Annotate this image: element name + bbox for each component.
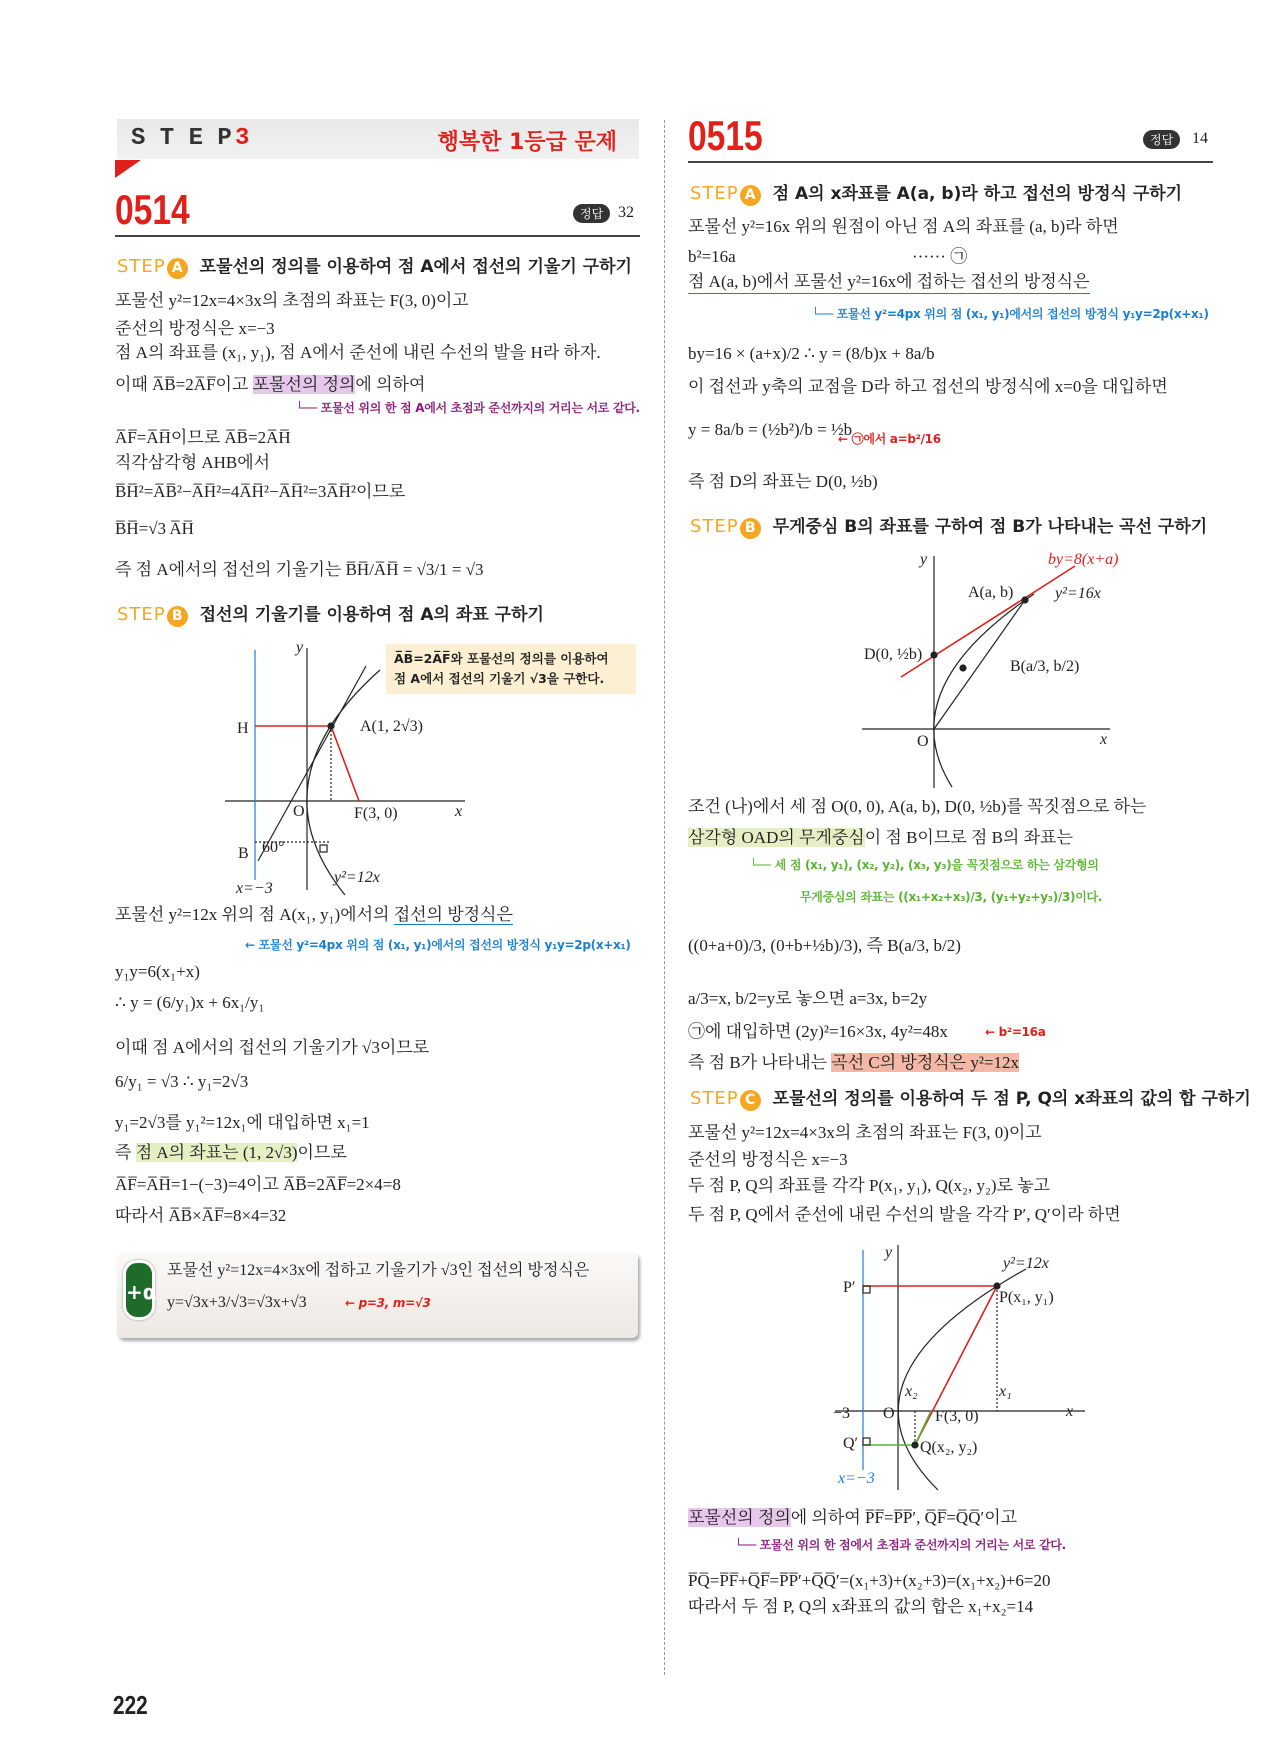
text-line: 즉 점 A의 좌표는 (1, 2√3)이므로 <box>115 1143 347 1162</box>
point-d <box>931 652 937 658</box>
callout-box <box>386 644 636 694</box>
step-label: S T E P <box>131 125 232 152</box>
label-h: H <box>237 720 249 737</box>
tangent-line <box>901 566 1075 677</box>
text-line: B̅H̅=√3 A̅H̅ <box>115 519 194 538</box>
text-line: 준선의 방정식은 x=−3 <box>115 319 275 338</box>
step-b-heading: STEP B 접선의 기울기를 이용하여 점 A의 좌표 구하기 <box>117 604 544 625</box>
annotation-tangent-formula: └── 포물선 y²=4px 위의 점 (x₁, y₁)에서의 접선의 방정식 y₁y=2p(x+x₁) <box>812 307 1209 321</box>
right-angle-mark <box>320 845 327 852</box>
label-p-prime: P′ <box>843 1279 856 1296</box>
annotation-sub-b: ← b²=16a <box>985 1025 1046 1039</box>
annotation-definition: └── 포물선 위의 한 점 A에서 초점과 준선까지의 거리는 서로 같다. <box>296 401 640 415</box>
text-line: 직각삼각형 AHB에서 <box>115 453 271 472</box>
text-line: 포물선 y²=12x=4×3x의 초점의 좌표는 F(3, 0)이고 <box>115 291 469 310</box>
tangent-line <box>258 666 366 861</box>
label-o: O <box>293 803 305 820</box>
annotation-centroid: 무게중심의 좌표는 ((x₁+x₂+x₃)/3, (y₁+y₂+y₃)/3)이다. <box>800 890 1103 904</box>
label-a: A(1, 2√3) <box>360 718 423 735</box>
text-line: a/3=x, b/2=y로 놓으면 a=3x, b=2y <box>688 989 928 1008</box>
point-q <box>912 1442 918 1448</box>
answer-badge: 정답 <box>1143 130 1180 149</box>
label-curve: y²=12x <box>1003 1255 1049 1272</box>
segment-af <box>331 726 359 801</box>
text-line: 따라서 두 점 P, Q의 x좌표의 값의 합은 x₁+x₂=14 <box>688 1597 1034 1616</box>
diagram-0515-c <box>835 1245 1085 1490</box>
text-line: B̅H̅²=A̅B̅²−A̅H̅²=4A̅H̅²−A̅H̅²=3A̅H̅²이므로 <box>115 482 406 501</box>
label-tangent: by=8(x+a) <box>1048 551 1119 568</box>
divider-rule <box>688 161 1213 163</box>
point-b <box>960 665 966 671</box>
divider-rule <box>115 235 640 237</box>
right-angle-mark <box>863 1286 870 1293</box>
plus-alpha-icon: +α <box>123 1260 155 1320</box>
red-corner <box>115 160 141 178</box>
text-line: 이때 A̅B̅=2A̅F̅이고 포물선의 정의에 의하여 <box>115 375 426 394</box>
answer-value: 14 <box>1192 130 1208 147</box>
text-line: 두 점 P, Q의 좌표를 각각 P(x₁, y₁), Q(x₂, y₂)로 놓고 <box>688 1176 1051 1195</box>
text-line: 따라서 A̅B̅×A̅F̅=8×4=32 <box>115 1206 287 1225</box>
text-line: 즉 점 B가 나타내는 곡선 C의 방정식은 y²=12x <box>688 1053 1020 1072</box>
segment-oa <box>934 600 1025 729</box>
label-d: D(0, ½b) <box>864 646 923 663</box>
text-line: 점 A(a, b)에서 포물선 y²=16x에 접하는 접선의 방정식은 <box>688 271 1090 294</box>
label-f: F(3, 0) <box>354 805 398 822</box>
label-y: y <box>296 639 304 656</box>
text-line: 점 A의 좌표를 (x₁, y₁), 점 A에서 준선에 내린 수선의 발을 H라 하자. <box>115 343 601 362</box>
text-line: b²=16a <box>688 247 736 266</box>
label-x: x <box>1100 731 1108 748</box>
right-angle-mark <box>863 1438 870 1445</box>
label-directrix: x=−3 <box>838 1470 875 1487</box>
text-line: A̅F̅=A̅H̅이므로 A̅B̅=2A̅H̅ <box>115 428 291 447</box>
label-o: O <box>917 733 929 750</box>
text-line: 준선의 방정식은 x=−3 <box>688 1150 848 1169</box>
label-a: A(a, b) <box>968 584 1014 601</box>
diagram-0515-b <box>862 556 1110 788</box>
problem-number-0515: 0515 <box>688 112 763 159</box>
text-line: 두 점 P, Q에서 준선에 내린 수선의 발을 각각 P′, Q′이라 하면 <box>688 1205 1121 1224</box>
point-a <box>1022 597 1028 603</box>
label-directrix: x=−3 <box>236 880 273 897</box>
step-number: 3 <box>235 125 250 152</box>
label-y: y <box>885 1244 893 1261</box>
label-x1: x₁ <box>999 1383 1012 1400</box>
label-x2: x₂ <box>905 1383 918 1400</box>
text-line: y₁y=6(x₁+x) <box>115 962 200 981</box>
tip-box <box>117 1252 638 1338</box>
tip-line: y=√3x+3/√3=√3x+√3 <box>167 1294 307 1311</box>
text-line: 포물선 y²=12x 위의 점 A(x₁, y₁)에서의 접선의 방정식은 <box>115 905 513 924</box>
segment-pq <box>915 1286 997 1445</box>
column-divider <box>664 120 665 1675</box>
label-x: x <box>455 803 463 820</box>
label-curve: y²=12x <box>334 869 380 886</box>
text-line: ㉠에 대입하면 (2y)²=16×3x, 4y²=48x <box>688 1022 948 1041</box>
label-b: B <box>238 845 249 862</box>
text-line: 이때 점 A에서의 접선의 기울기가 √3이므로 <box>115 1038 430 1057</box>
text-line: 6/y₁ = √3 ∴ y₁=2√3 <box>115 1072 249 1091</box>
annotation-definition: └── 포물선 위의 한 점에서 초점과 준선까지의 거리는 서로 같다. <box>735 1538 1066 1552</box>
answer-badge: 정답 <box>573 204 610 223</box>
answer-value: 32 <box>618 204 634 221</box>
text-line: 포물선의 정의에 의하여 P̅F̅=P̅P̅′, Q̅F̅=Q̅Q̅′이고 <box>688 1508 1018 1527</box>
callout-line: A̅B̅=2A̅F̅와 포물선의 정의를 이용하여 <box>394 651 609 666</box>
label-angle: 60° <box>262 839 285 856</box>
parabola <box>307 670 380 895</box>
text-line: 이 접선과 y축의 교점을 D라 하고 접선의 방정식에 x=0을 대입하면 <box>688 377 1168 396</box>
annotation-tangent-formula: ← 포물선 y²=4px 위의 점 (x₁, y₁)에서의 접선의 방정식 y₁y=2p(x+x₁) <box>245 938 631 952</box>
annotation-sub-a: ← ㉠에서 a=b²/16 <box>838 432 941 446</box>
problem-number-0514: 0514 <box>115 186 190 233</box>
label-curve: y²=16x <box>1055 585 1101 602</box>
step-header <box>117 119 639 159</box>
label-q: Q(x₂, y₂) <box>920 1439 978 1456</box>
callout-line: 점 A에서 접선의 기울기 √3을 구한다. <box>394 671 605 686</box>
point-p <box>994 1283 1000 1289</box>
highlight: 포물선의 정의 <box>252 375 356 394</box>
segment-qf <box>915 1411 931 1445</box>
label-q-prime: Q′ <box>843 1435 859 1452</box>
text-line: 포물선 y²=16x 위의 원점이 아닌 점 A의 좌표를 (a, b)라 하면 <box>688 217 1119 236</box>
label-o: O <box>883 1405 895 1422</box>
tip-note: ← p=3, m=√3 <box>345 1296 431 1310</box>
step-a-heading: STEP A 포물선의 정의를 이용하여 점 A에서 접선의 기울기 구하기 <box>117 256 632 277</box>
text-line: 포물선 y²=12x=4×3x의 초점의 좌표는 F(3, 0)이고 <box>688 1123 1042 1142</box>
header-title: 행복한 1등급 문제 <box>437 130 617 155</box>
label-y: y <box>920 551 928 568</box>
step-c-heading: STEP C 포물선의 정의를 이용하여 두 점 P, Q의 x좌표의 값의 합 구하기 <box>690 1088 1251 1109</box>
text-line: A̅F̅=A̅H̅=1−(−3)=4이고 A̅B̅=2A̅F̅=2×4=8 <box>115 1175 401 1194</box>
step-a-heading: STEP A 점 A의 x좌표를 A(a, b)라 하고 접선의 방정식 구하기 <box>690 183 1183 204</box>
label-f: F(3, 0) <box>935 1408 979 1425</box>
text-line: 즉 점 A에서의 접선의 기울기는 B̅H̅/A̅H̅ = √3/1 = √3 <box>115 560 484 579</box>
text-line: ∴ y = (6/y₁)x + 6x₁/y₁ <box>115 993 265 1012</box>
label-x: x <box>1066 1403 1074 1420</box>
parabola <box>898 1269 1026 1490</box>
text-line: P̅Q̅=P̅F̅+Q̅F̅=P̅P̅′+Q̅Q̅′=(x₁+3)+(x₂+3)=(x₁+x₂)+6=20 <box>688 1571 1051 1590</box>
equation-tag: ······ ㉠ <box>912 247 968 266</box>
diagram-0515-b-labels <box>864 551 1118 750</box>
label-minus3: −3 <box>833 1405 851 1422</box>
text-line: y₁=2√3를 y₁²=12x₁에 대입하면 x₁=1 <box>115 1113 370 1132</box>
text-line: y = 8a/b = (½b²)/b = ½b <box>688 420 853 439</box>
page-number: 222 <box>113 1690 148 1720</box>
step-b-heading: STEP B 무게중심 B의 좌표를 구하여 점 B가 나타내는 곡선 구하기 <box>690 516 1208 537</box>
text-line: 즉 점 D의 좌표는 D(0, ½b) <box>688 472 878 491</box>
parabola <box>934 594 1034 787</box>
label-b: B(a/3, b/2) <box>1010 658 1080 675</box>
diagram-0515-c-labels <box>833 1244 1073 1487</box>
text-line: by=16 × (a+x)/2 ∴ y = (8/b)x + 8a/b <box>688 344 935 363</box>
point-a <box>328 723 334 729</box>
text-line: 조건 (나)에서 세 점 O(0, 0), A(a, b), D(0, ½b)를 꼭짓점으로 하는 <box>688 797 1147 816</box>
label-p: P(x₁, y₁) <box>999 1289 1054 1306</box>
tip-line: 포물선 y²=12x=4×3x에 접하고 기울기가 √3인 접선의 방정식은 <box>167 1262 590 1279</box>
text-line: ((0+a+0)/3, (0+b+½b)/3), 즉 B(a/3, b/2) <box>688 936 961 955</box>
annotation-centroid: └── 세 점 (x₁, y₁), (x₂, y₂), (x₃, y₃)을 꼭짓점으로 하는 삼각형의 <box>750 858 1099 872</box>
text-line: 삼각형 OAD의 무게중심이 점 B이므로 점 B의 좌표는 <box>688 828 1073 847</box>
